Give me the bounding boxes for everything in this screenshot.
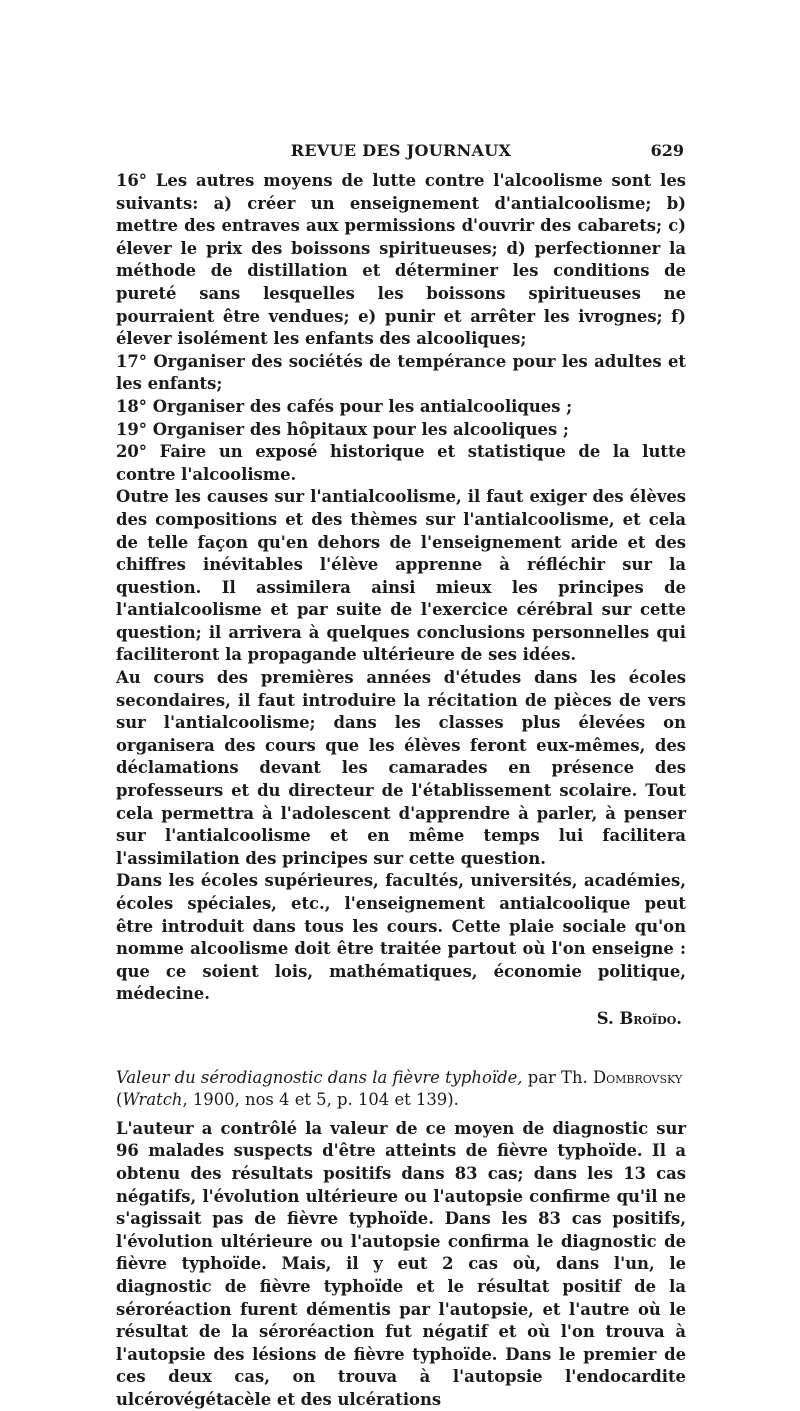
- article-body-prev: [116, 170, 686, 1031]
- article-title: [116, 1067, 686, 1112]
- paragraph-higher-schools: Dans les écoles supérieures, facultés, universités, académies, écoles spéciales, etc., l'enseignement antialcoolique peut être introduit dans tous les cours. Cette plaie sociale qu'on nomme alcoolisme doit être traitée partout où l'on enseigne : que ce soient lois, mathématiques, économie politique, médecine.: [116, 871, 686, 1004]
- paragraph-18: 18° Organiser des cafés pour les antialcooliques ;: [116, 396, 573, 416]
- document-page: [116, 140, 686, 1411]
- article-title-italic: Valeur du sérodiagnostic dans la fièvre typhoïde,: [116, 1067, 523, 1087]
- paragraph-compositions: Outre les causes sur l'antialcoolisme, il faut exiger des élèves des compositions et des thèmes sur l'antialcoolisme, et cela de telle façon qu'en dehors de l'enseignement aride et des chiffres inévitables l'élève apprenne à réfléchir sur la question. Il assimilera ainsi mieux les principes de l'antialcoolisme et par suite de l'exercice cérébral sur cette question; il arrivera à quelques conclusions personnelles qui faciliteront la propagande ultérieure de ses idées.: [116, 487, 686, 665]
- page-number: 629: [650, 141, 684, 160]
- article-by: par Th.: [527, 1067, 588, 1087]
- article-body: L'auteur a contrôlé la valeur de ce moyen de diagnostic sur 96 malades suspects d'être atteints de fièvre typhoïde. Il a obtenu des résultats positifs dans 83 cas; dans les 13 cas négatifs, l'évolution ultérieure ou l'autopsie confirme qu'il ne s'agissait pas de fièvre typhoïde. Dans les 83 cas positifs, l'évolution ultérieure ou l'autopsie confirma le diagnostic de fièvre typhoïde. Mais, il y eut 2 cas où, dans l'un, le diagnostic de fièvre typhoïde et le résultat positif de la séroréaction furent démentis par l'autopsie, et l'autre où le résultat de la séroréaction fut négatif et où l'on trouva à l'autopsie des lésions de fièvre typhoïde. Dans le premier de ces deux cas, on trouva à l'autopsie l'endocardite ulcérovégétacèle et des ulcérations: [116, 1118, 686, 1409]
- paragraph-16: 16° Les autres moyens de lutte contre l'alcoolisme sont les suivants: a) créer un enseignement d'antialcoolisme; b) mettre des entraves aux permissions d'ouvrir des cabarets; c) élever le prix des boissons spiritueuses; d) perfectionner la méthode de distillation et déterminer les conditions de pureté sans lesquelles les boissons spiritueuses ne pourraient être vendues; e) punir et arrêter les ivrognes; f) élever isolément les enfants des alcooliques;: [116, 171, 686, 349]
- running-header: [116, 140, 686, 170]
- source-rest: , 1900, nos 4 et 5, p. 104 et 139).: [182, 1090, 459, 1110]
- paragraph-20: 20° Faire un exposé historique et statistique de la lutte contre l'alcoolisme.: [116, 442, 686, 484]
- paragraph-17: 17° Organiser des sociétés de tempérance pour les adultes et les enfants;: [116, 351, 686, 394]
- paragraph-secondary-schools: Au cours des premières années d'études dans les écoles secondaires, il faut introduire la récitation de pièces de vers sur l'antialcoolisme; dans les classes plus élevées on organisera des cours que les élèves feront eux-mêmes, des déclamations devant les camarades en présence des professeurs et du directeur de l'établissement scolaire. Tout cela permettra à l'adolescent d'apprendre à parler, à penser sur l'antialcoolisme et en même temps lui facilitera l'assimilation des principes sur cette question.: [116, 668, 686, 868]
- signature: S. Broïdo.: [596, 1008, 682, 1028]
- header-title: REVUE DES JOURNAUX: [290, 141, 512, 160]
- journal-name: Wratch: [122, 1090, 183, 1110]
- paragraph-19: 19° Organiser des hôpitaux pour les alcooliques ;: [116, 419, 569, 439]
- source-open: (: [116, 1090, 123, 1110]
- article-author: Dombrovsky: [592, 1067, 683, 1087]
